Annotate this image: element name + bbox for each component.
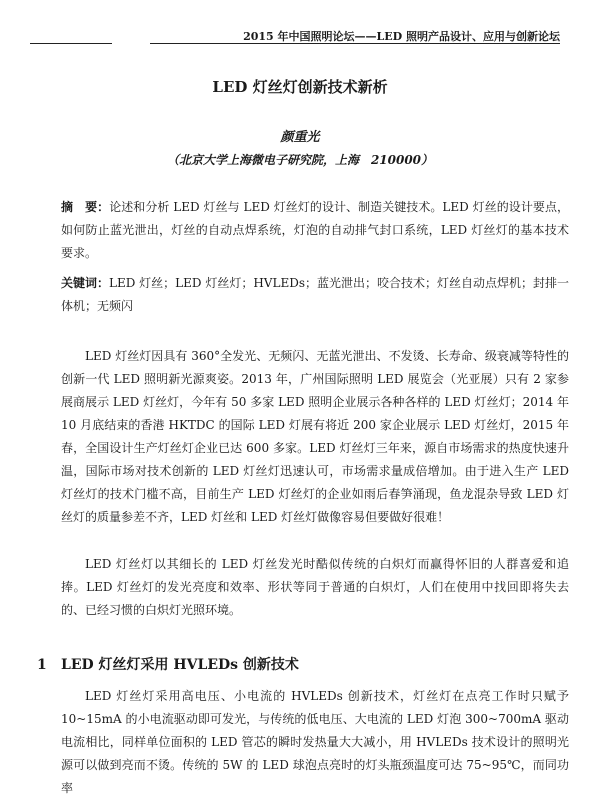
section-heading bbox=[37, 654, 299, 674]
running-header bbox=[30, 28, 560, 48]
section-title: LED 灯丝灯采用 HVLEDs 创新技术 bbox=[61, 657, 299, 673]
header-rule-left bbox=[30, 43, 112, 44]
abstract-text: 论述和分析 LED 灯丝与 LED 灯丝灯的设计、制造关键技术。LED 灯丝的设计要点，如何防止蓝光泄出，灯丝的自动点焊系统，灯泡的自动排气封口系统，LED 灯丝灯的基本技术要求。 bbox=[61, 200, 569, 260]
keywords-label: 关键词： bbox=[61, 276, 110, 290]
keywords-text: LED 灯丝；LED 灯丝灯；HVLEDs；蓝光泄出；咬合技术；灯丝自动点焊机；封排一体机；无频闪 bbox=[61, 276, 569, 313]
body-paragraph-1: LED 灯丝灯因具有 360°全发光、无频闪、无蓝光泄出、不发烫、长寿命、级衰减等特性的创新一代 LED 照明新光源爽姿。2013 年，广州国际照明 LED 展览会（光亚展）只有 2 家参展商展示 LED 灯丝灯，今年有 50 多家 LED 照明企业展示各种各样的 LED 灯丝灯；2014 年 10 月底结束的香港 HKTDC 的国际 LED 灯展有将近 200 家企业展示 LED 灯丝灯，2015 年春，全国设计生产灯丝灯企业已达 600 多家。LED 灯丝灯三年来，源自市场需求的热度快速升温，国际市场对技术创新的 LED 灯丝灯迅速认可，市场需求量成倍增加。由于进入生产 LED 灯丝灯的技术门槛不高，目前生产 LED 灯丝灯的企业如雨后春笋涌现，鱼龙混杂导致 LED 灯丝灯的质量参差不齐，LED 灯丝和 LED 灯丝灯做像容易但要做好很难！ bbox=[61, 349, 569, 524]
running-title: 2015 年中国照明论坛——LED 照明产品设计、应用与创新论坛 bbox=[243, 30, 560, 43]
keywords bbox=[61, 272, 569, 318]
section-number: 1 bbox=[37, 657, 47, 673]
author-affiliation: （北京大学上海微电子研究院，上海 210000） bbox=[166, 153, 434, 167]
paper-title: LED 灯丝灯创新技术新析 bbox=[212, 78, 388, 96]
abstract-label: 摘 要： bbox=[61, 200, 110, 214]
body-paragraph-3: LED 灯丝灯采用高电压、小电流的 HVLEDs 创新技术，灯丝灯在点亮工作时只赋予 10~15mA 的小电流驱动即可发光，与传统的低电压、大电流的 LED 灯泡 300~700mA 驱动电流相比，同样单位面积的 LED 管芯的瞬时发热量大大减小，用 HVLEDs 技术设计的照明光源可以做到亮而不烫。传统的 5W 的 LED 球泡点亮时的灯头瓶颈温度可达 75~95℃，而同功率 bbox=[61, 689, 569, 795]
body-paragraph-2: LED 灯丝灯以其细长的 LED 灯丝发光时酷似传统的白炽灯而赢得怀旧的人群喜爱和追捧。LED 灯丝灯的发光亮度和效率、形状等同于普通的白炽灯，人们在使用中找回即将失去的、已经习惯的白炽灯光照环境。 bbox=[61, 557, 569, 617]
author-name: 颜重光 bbox=[280, 130, 320, 145]
abstract bbox=[61, 196, 569, 265]
